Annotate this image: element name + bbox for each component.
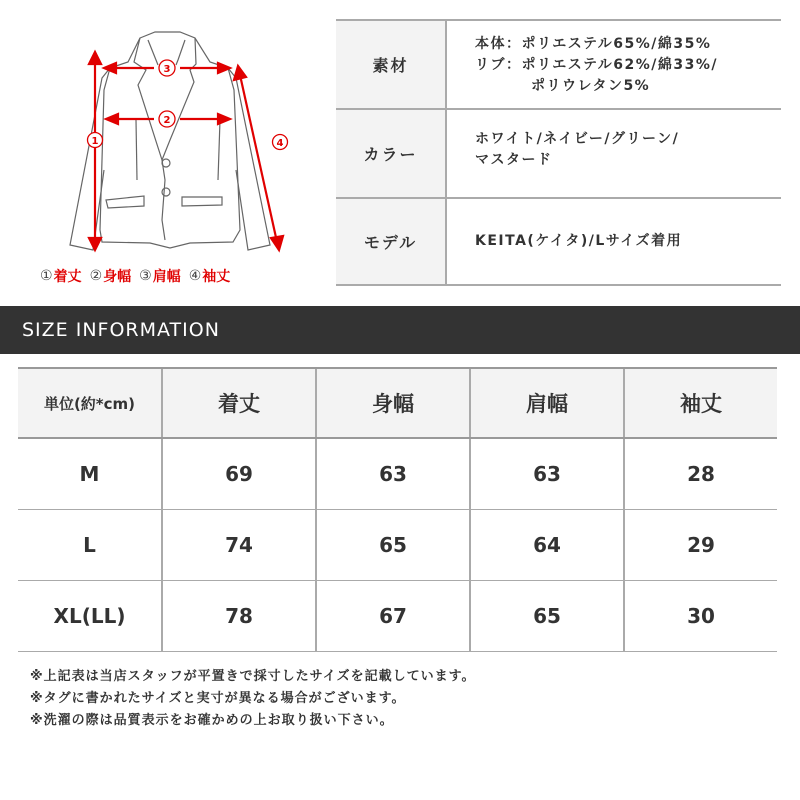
header-shoulder: 肩幅 bbox=[469, 369, 623, 437]
cell-shoulder: 64 bbox=[469, 510, 623, 580]
spec-value: ホワイト/ネイビー/グリーン/ マスタード bbox=[475, 131, 680, 168]
spec-value: KEITA(ケイタ)/Lサイズ着用 bbox=[475, 233, 683, 249]
size-table bbox=[18, 367, 777, 652]
svg-text:1: 1 bbox=[91, 136, 99, 147]
note-line: ※タグに書かれたサイズと実寸が異なる場合がございます。 bbox=[30, 691, 406, 706]
cell-sleeve: 29 bbox=[623, 510, 777, 580]
spec-label: モデル bbox=[336, 199, 447, 284]
cell-sleeve: 28 bbox=[623, 439, 777, 509]
legend-item-sleeve: ④ 袖丈 bbox=[188, 268, 231, 285]
spec-label: 素材 bbox=[336, 21, 447, 108]
cell-length: 69 bbox=[161, 439, 315, 509]
cell-sleeve: 30 bbox=[623, 581, 777, 651]
table-row bbox=[18, 439, 777, 510]
table-row bbox=[18, 510, 777, 581]
product-spec-table bbox=[336, 19, 781, 286]
svg-text:3: 3 bbox=[163, 64, 171, 75]
header-chest: 身幅 bbox=[315, 369, 469, 437]
cell-shoulder: 63 bbox=[469, 439, 623, 509]
size-table-header bbox=[18, 367, 777, 439]
header-length: 着丈 bbox=[161, 369, 315, 437]
jacket-outline-icon bbox=[30, 20, 310, 270]
size-information-banner bbox=[0, 306, 800, 354]
cell-shoulder: 65 bbox=[469, 581, 623, 651]
cell-chest: 67 bbox=[315, 581, 469, 651]
legend-item-length: ① 着丈 bbox=[40, 268, 82, 285]
spec-value: 本体：ポリエステル65%/綿35% リブ：ポリエステル62%/綿33%/ ポリウレタン5% bbox=[475, 36, 718, 94]
svg-text:4: 4 bbox=[276, 138, 284, 149]
size-label: M bbox=[79, 462, 100, 486]
note-line: ※洗濯の際は品質表示をお確かめの上お取り扱い下さい。 bbox=[30, 713, 394, 728]
svg-text:2: 2 bbox=[163, 115, 171, 126]
cell-length: 78 bbox=[161, 581, 315, 651]
measurement-notes bbox=[30, 666, 476, 732]
cell-length: 74 bbox=[161, 510, 315, 580]
header-sleeve: 袖丈 bbox=[623, 369, 777, 437]
cell-chest: 63 bbox=[315, 439, 469, 509]
spec-row-material bbox=[336, 19, 781, 108]
spec-row-model bbox=[336, 197, 781, 286]
size-label: L bbox=[83, 533, 96, 557]
legend-item-chest: ② 身幅 bbox=[89, 268, 132, 285]
cell-chest: 65 bbox=[315, 510, 469, 580]
spec-row-color bbox=[336, 108, 781, 197]
banner-title: SIZE INFORMATION bbox=[22, 319, 220, 341]
header-unit: 単位(約*cm) bbox=[43, 394, 136, 413]
spec-label: カラー bbox=[336, 110, 447, 197]
measurement-legend bbox=[40, 266, 320, 286]
note-line: ※上記表は当店スタッフが平置きで採寸したサイズを記載しています。 bbox=[30, 669, 476, 684]
table-row bbox=[18, 581, 777, 652]
jacket-measurement-diagram bbox=[30, 20, 310, 290]
legend-item-shoulder: ③ 肩幅 bbox=[139, 268, 181, 285]
size-label: XL(LL) bbox=[53, 604, 126, 628]
